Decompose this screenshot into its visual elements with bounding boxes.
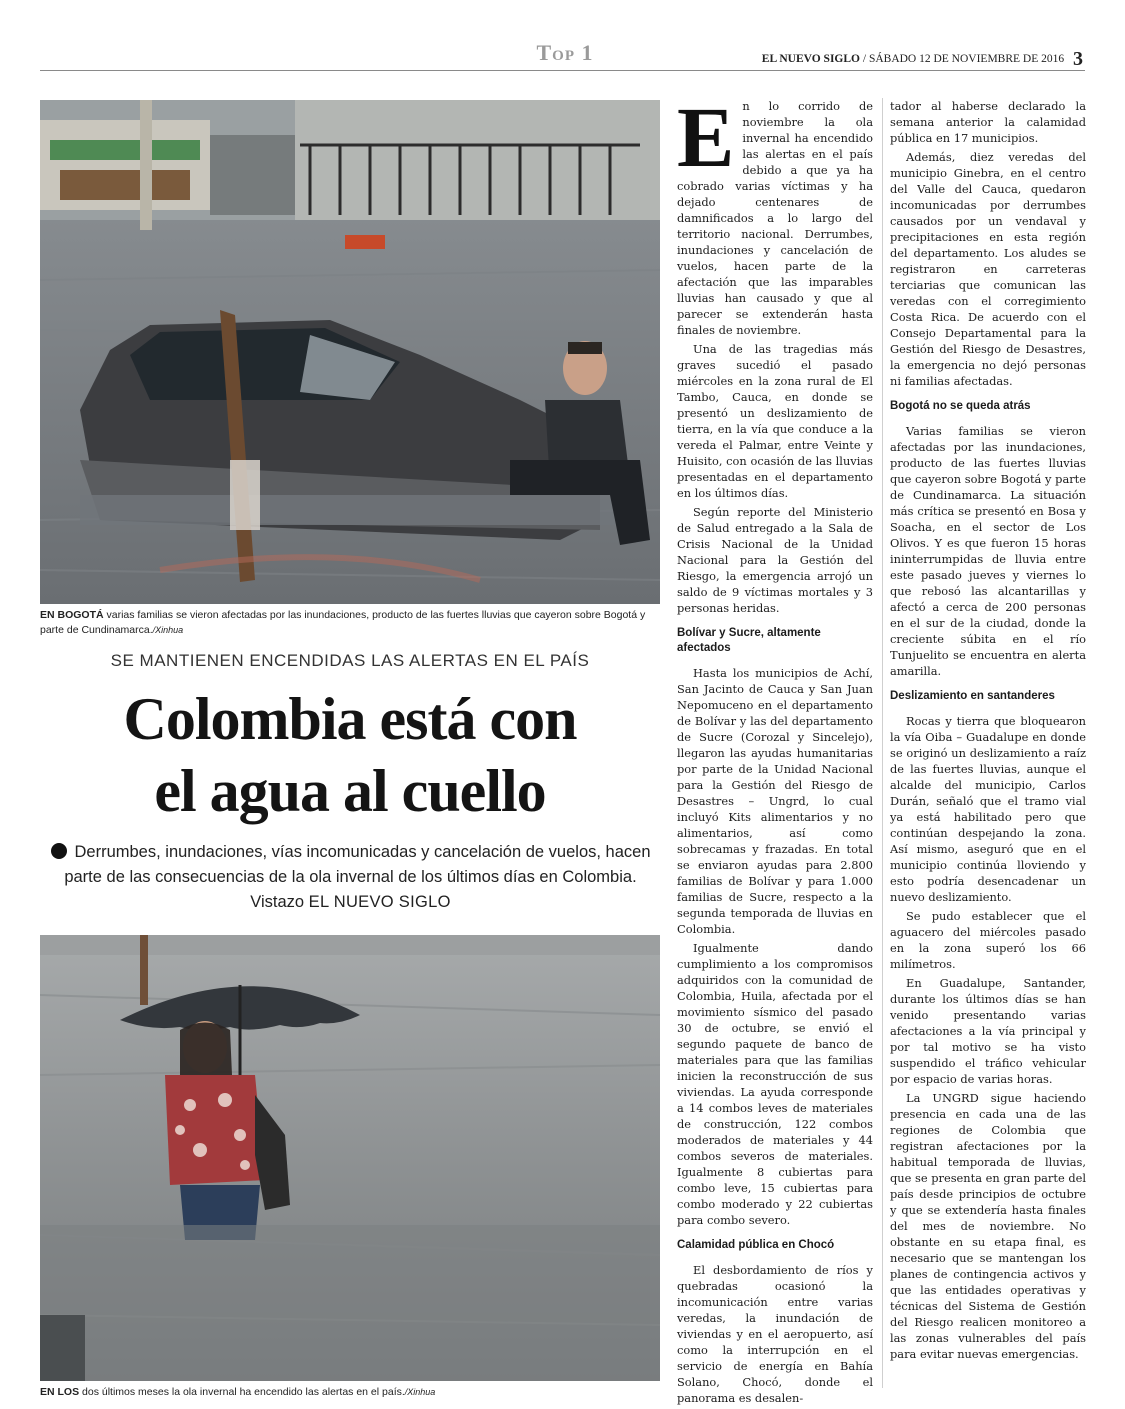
deck-paper-name: EL NUEVO SIGLO — [308, 893, 451, 911]
subheading: Bogotá no se queda atrás — [890, 400, 1031, 412]
headline-line-1: Colombia está con — [123, 686, 577, 752]
paragraph: La UNGRD sigue haciendo presencia en cada una de las regiones de Colombia que registran afectaciones por la habitual temporada de lluvias, que se presenta en gran parte del país desde principios de octubre y que se extendería hasta finales del mes de noviembre. No obstante en su etapa final, es necesario que se mantengan los planes de contingencia activos y que las entidades operativas y técnicas del Sistema de Gestión del Riesgo realicen monitoreo a las zonas vulnerables del país para evitar nuevas emergencias. — [890, 1091, 1086, 1361]
article-column-2 — [890, 98, 1086, 1365]
paragraph: Rocas y tierra que bloquearon la vía Oiba – Guadalupe en donde se originó un deslizamiento a raíz de las fuertes lluvias, aunque el alcalde del municipio, Carlos Durán, señaló que el tramo vial ya está habilitado pero que continúan despejando la zona. Así mismo, aseguró que en el municipio continúa lloviendo y esto podría desencadenar un nuevo deslizamiento. — [890, 714, 1086, 904]
page-header-info — [762, 48, 1083, 71]
paragraph: Una de las tragedias más graves sucedió el pasado miércoles en la zona rural de El Tambo, Cauca, en donde se presentó un deslizamiento de tierra, en la vía que conduce a la vereda el Palmar, entre Veinte y Huisito, con ocasión de las lluvias presentadas en el departamento en los últimos días. — [677, 342, 873, 500]
newspaper-name: EL NUEVO SIGLO — [761, 53, 860, 65]
subheading: Calamidad pública en Chocó — [677, 1239, 835, 1251]
bullet-icon — [51, 843, 67, 859]
issue-date: / SÁBADO 12 DE NOVIEMBRE DE 2016 — [862, 53, 1065, 65]
headline-line-2: el agua al cuello — [154, 758, 546, 824]
paragraph: Además, diez veredas del municipio Ginebra, en el centro del Valle del Cauca, quedaron incomunicadas por derrumbes causados por un vendaval y precipitaciones en esta región del departamento. Los aludes se registraron en carreteras terciarias que comunican las veredas con el corregimiento Costa Rica. De acuerdo con el Consejo Departamental para la Gestión del Riesgo de Desastres, la emergencia no dejó personas ni familias afectadas. — [890, 150, 1086, 388]
paragraph: Se pudo establecer que el aguacero del miércoles pasado en la zona superó los 66 milímetros. — [890, 909, 1086, 971]
flooded-car-photo — [40, 100, 660, 604]
subheading: Deslizamiento en santanderes — [890, 690, 1055, 702]
caption-lead: EN LOS — [40, 1386, 80, 1398]
paragraph: En Guadalupe, Santander, durante los últimos días se han venido presentando varias afectaciones a la vía principal y por tal motivo se ha visto suspendido el tráfico vehicular por espacio de varias horas. — [890, 976, 1086, 1086]
section-tag: Top 1 — [536, 40, 594, 65]
deck-text: Derrumbes, inundaciones, vías incomunicadas y cancelación de vuelos, hacen parte de las consecuencias de la ola invernal de los últimos días en Colombia. Vistazo — [64, 843, 651, 911]
subheading: Bolívar y Sucre, altamente afectados — [677, 627, 821, 654]
photo-bottom-caption — [40, 1385, 660, 1400]
headline — [40, 683, 660, 827]
paragraph: El desbordamiento de ríos y quebradas ocasionó la incomunicación entre varias veredas, la inundación de viviendas y en el aeropuerto, así como la interrupción en el servicio de energía en Bahía Solano, Chocó, donde el panorama es desalen- — [677, 1263, 873, 1405]
paragraph: En lo corrido de noviembre la ola invernal ha encendido las alertas en el país debido a que ya ha cobrado varias víctimas y ha dejado centenares de damnificados a lo largo del territorio nacional. Derrumbes, inundaciones y cancelación de vuelos, hacen parte de la afectación que las imparables lluvias han causado y que al parecer se extenderán hasta finales de noviembre. — [677, 89, 873, 337]
umbrella-woman-photo — [40, 935, 660, 1381]
paragraph: tador al haberse declarado la semana anterior la calamidad pública en 17 municipios. — [890, 99, 1086, 145]
caption-text: varias familias se vieron afectadas por las inundaciones, producto de las fuertes lluvias que cayeron sobre Bogotá y parte de Cundinamarca. — [40, 609, 646, 636]
article-column-1 — [677, 89, 873, 1409]
paragraph: Hasta los municipios de Achí, San Jacinto de Cauca y San Juan Nepomuceno en el departamento de Bolívar y las del departamento de Sucre (Corozal y Sincelejo), llegaron las ayudas humanitarias por parte de la Unidad Nacional para la Gestión del Riesgo de Desastres – Ungrd, lo cual incluyó Kits alimentarios y no alimentarios, así como sobrecamas y frazadas. En total se enviaron ayudas para 2.800 familias de Bolívar y para 1.000 familias de Sucre, respecto a la segunda temporada de lluvias en Colombia. — [677, 666, 873, 936]
paragraph: Varias familias se vieron afectadas por las inundaciones, producto de las fuertes lluvias que cayeron sobre Bogotá y parte de Cundinamarca. La situación más crítica se presentó en Bosa y Soacha, en el sector de Los Olivos. Y es que fueron 15 horas ininterrumpidas de lluvia entre este pasado jueves y viernes lo que rebosó las alcantarillas y afectó a cerca de 200 personas en el sur de la ciudad, donde la creciente súbita en el río Tunjuelito se encuentra en alerta amarilla. — [890, 424, 1086, 678]
drop-cap: E — [677, 89, 735, 185]
column-divider — [882, 98, 883, 1388]
paragraph: Según reporte del Ministerio de Salud entregado a la Sala de Crisis Nacional de la Unidad Nacional para la Gestión del Riesgo, la emergencia arrojó un saldo de 9 víctimas mortales y 3 personas heridas. — [677, 505, 873, 615]
photo-credit: /Xinhua — [152, 625, 184, 635]
photo-top-caption — [40, 608, 660, 638]
page-number: 3 — [1073, 48, 1083, 70]
photo-credit: /Xinhua — [404, 1387, 436, 1397]
kicker: SE MANTIENEN ENCENDIDAS LAS ALERTAS EN EL PAÍS — [110, 651, 590, 670]
caption-lead: EN BOGOTÁ — [40, 609, 104, 621]
deck — [48, 840, 653, 915]
paragraph: Igualmente dando cumplimiento a los compromisos adquiridos con la comunidad de Colombia, Huila, afectada por el movimiento sísmico del pasado 30 de octubre, se envió el segundo paquete de banco de materiales para que las familias inicien la reconstrucción de sus viviendas. La ayuda corresponde a 14 combos leves de materiales de construcción, 122 combos moderados de materiales y 44 combos severos de materiales. Igualmente 8 cubiertas para combo leve, 15 cubiertas para combo moderado y 22 cubiertas para combo severo. — [677, 941, 873, 1227]
header-rule — [40, 70, 1085, 71]
caption-text: dos últimos meses la ola invernal ha encendido las alertas en el país. — [79, 1386, 405, 1398]
